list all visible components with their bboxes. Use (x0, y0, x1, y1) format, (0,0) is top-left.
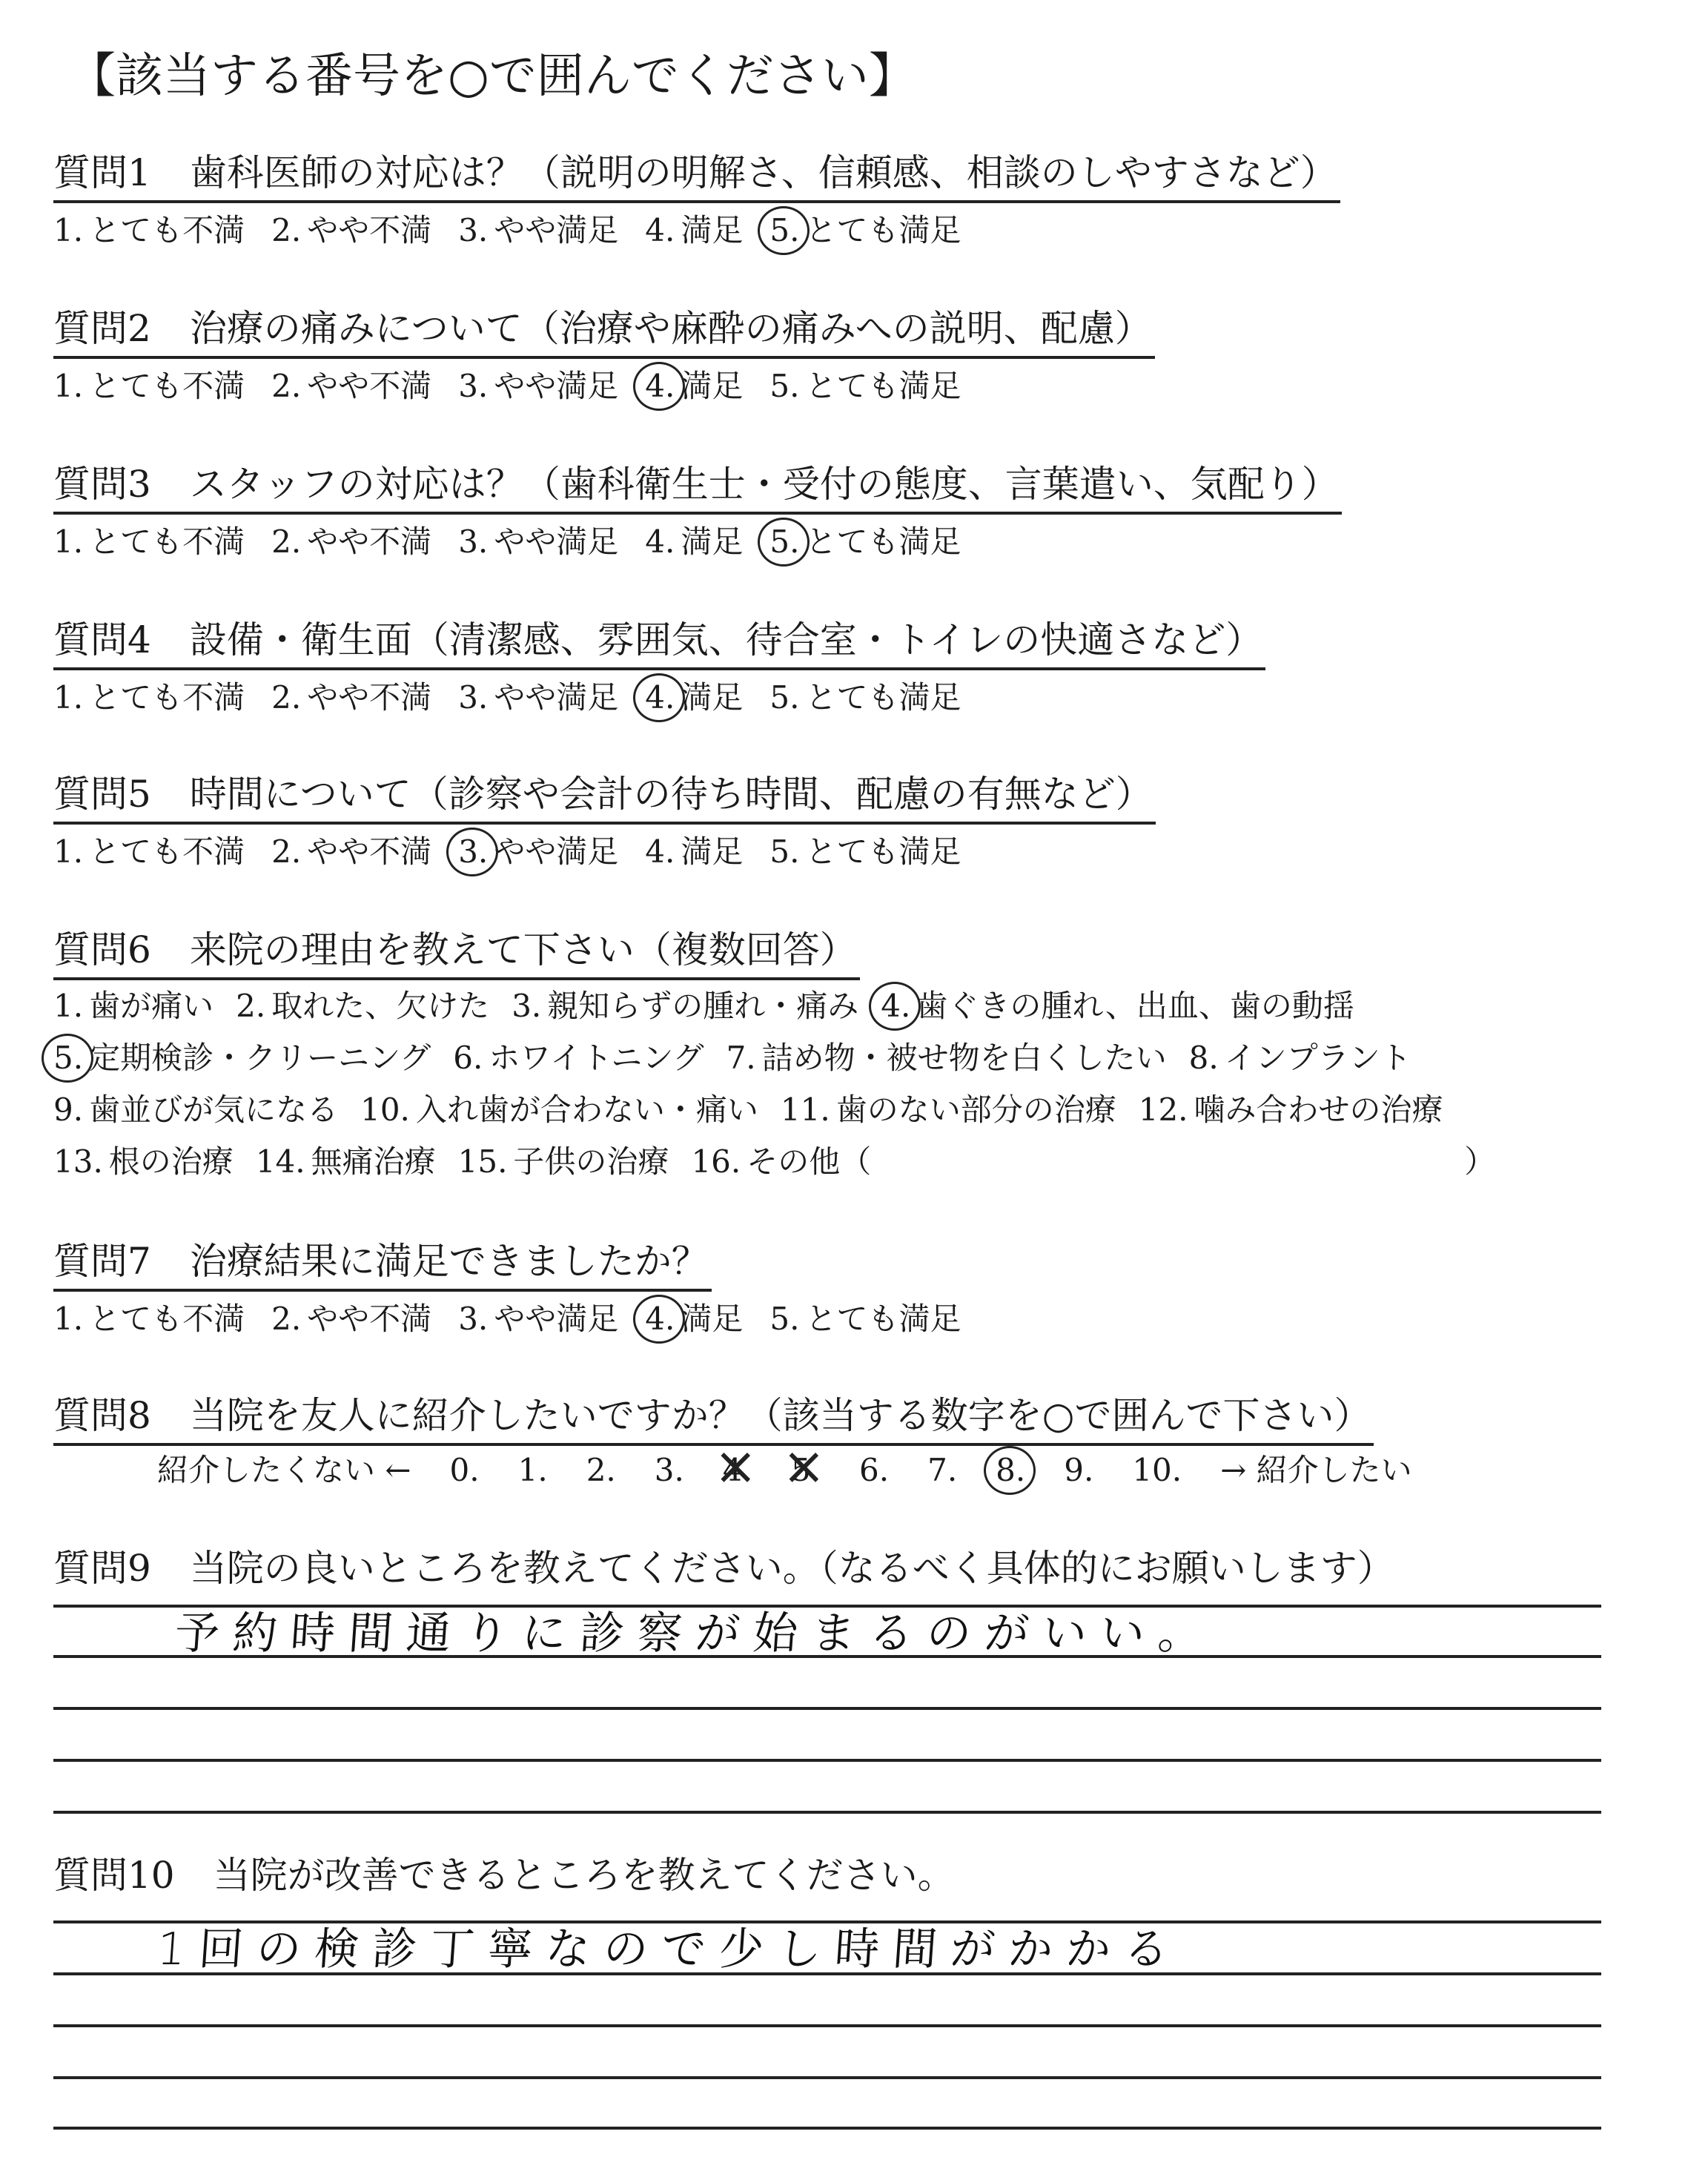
option-number: 12. (1138, 1091, 1188, 1128)
q3-option-3 (458, 516, 618, 568)
question-9 (53, 1541, 1394, 1596)
question-7 (53, 1234, 987, 1345)
q5-option-3 (458, 826, 618, 878)
question-4-title: 質問4 設備・衛生面（清潔感、雰囲気、待合室・トイレの快適さなど） (53, 612, 1265, 670)
question-6-row-4 (53, 1136, 1495, 1188)
option-label: とても満足 (805, 679, 961, 716)
question-2-options (53, 360, 1155, 412)
scale-item-5: × 5. (791, 1444, 821, 1496)
option-number: 3. (458, 826, 488, 878)
option-label: やや不満 (307, 679, 432, 716)
option-number: 2. (271, 1301, 302, 1337)
question-1-options (53, 205, 1340, 257)
option-label: やや満足 (494, 1301, 619, 1337)
option-number: 1. (53, 212, 84, 248)
q3-option-4 (645, 516, 743, 568)
question-10 (53, 1848, 955, 1903)
option-number: 4. (645, 833, 675, 870)
q7-option-5 (769, 1293, 961, 1345)
q6-option-14 (256, 1136, 436, 1188)
q9-handwritten-answer: 予約時間通りに診察が始まるのがいい。 (173, 1608, 1218, 1659)
q4-option-1 (53, 672, 245, 724)
option-number: 2. (271, 524, 302, 560)
q1-option-5 (769, 205, 961, 257)
option-label: 入れ歯が合わない・痛い (415, 1091, 758, 1128)
option-number: 3. (458, 679, 489, 716)
option-label: その他（ (747, 1143, 872, 1180)
option-number: 11. (780, 1091, 830, 1128)
option-number: 9. (53, 1091, 84, 1128)
q1-option-3 (458, 205, 618, 257)
q4-option-3 (458, 672, 618, 724)
option-label: やや満足 (494, 833, 619, 870)
question-7-options (53, 1293, 987, 1345)
option-label: やや不満 (307, 1301, 432, 1337)
question-8-title: 質問8 当院を友人に紹介したいですか？（該当する数字を○で囲んで下さい） (53, 1388, 1374, 1446)
question-5 (53, 767, 1156, 878)
option-label: 歯ぐきの腫れ、出血、歯の動揺 (916, 988, 1354, 1024)
q2-option-5 (769, 360, 961, 412)
option-label: 親知らずの腫れ・痛み (547, 988, 859, 1024)
option-label: インプラント (1224, 1040, 1411, 1076)
option-label: とても不満 (89, 1301, 245, 1337)
option-label: 満足 (681, 833, 744, 870)
scale-right-label: → 紹介したい (1220, 1452, 1412, 1488)
option-number: 3. (458, 1301, 489, 1337)
option-number: 5. (769, 368, 800, 404)
option-label: とても満足 (805, 524, 961, 560)
option-label: 噛み合わせの治療 (1194, 1091, 1443, 1128)
q6-option-5 (53, 1032, 431, 1084)
option-number: 2. (271, 212, 302, 248)
option-number: 2. (271, 679, 302, 716)
q3-option-5 (769, 516, 961, 568)
option-number: 8. (1188, 1040, 1219, 1076)
option-number: 3. (458, 368, 489, 404)
question-4-options (53, 672, 1265, 724)
q5-option-5 (769, 826, 961, 878)
q6-option-16 (691, 1136, 871, 1188)
answer-line (53, 1759, 1601, 1762)
answer-line (53, 1707, 1601, 1710)
option-label: 定期検診・クリーニング (89, 1040, 431, 1076)
question-3-title: 質問3 スタッフの対応は？（歯科衛生士・受付の態度、言葉遣い、気配り） (53, 457, 1342, 515)
option-label: やや不満 (307, 524, 432, 560)
option-number: 5. (769, 516, 799, 568)
option-number: 5. (53, 1032, 83, 1084)
scale-item-8: 8. (996, 1444, 1025, 1496)
scale-item-0: 0. (449, 1452, 480, 1488)
option-number: 5. (769, 205, 799, 257)
q7-option-4 (645, 1293, 743, 1345)
q7-option-3 (458, 1293, 618, 1345)
question-6-row-1 (53, 980, 1495, 1032)
q5-option-4 (645, 826, 743, 878)
option-label: 詰め物・被せ物を白くしたい (761, 1040, 1167, 1076)
q2-option-4 (645, 360, 743, 412)
scale-item-6: 6. (859, 1452, 890, 1488)
option-label: やや満足 (494, 524, 619, 560)
q3-option-1 (53, 516, 245, 568)
option-number: 15. (457, 1143, 508, 1180)
option-number: 1. (53, 833, 84, 870)
q6-option-13 (53, 1136, 234, 1188)
option-number: 1. (53, 988, 84, 1024)
option-label: やや満足 (494, 679, 619, 716)
option-label: 満足 (681, 212, 744, 248)
option-number: 4. (645, 524, 675, 560)
option-label: 満足 (681, 1301, 744, 1337)
option-number: 6. (453, 1040, 483, 1076)
option-number: 13. (53, 1143, 103, 1180)
question-2 (53, 301, 1155, 412)
option-label: とても満足 (805, 833, 961, 870)
option-label: 根の治療 (108, 1143, 234, 1180)
q7-option-1 (53, 1293, 245, 1345)
scale-left-label: 紹介したくない ← (157, 1452, 411, 1488)
q1-option-4 (645, 205, 743, 257)
scale-item-2: 2. (586, 1452, 616, 1488)
q6-option-8 (1189, 1032, 1411, 1084)
option-number: 10. (360, 1091, 410, 1128)
option-number: 1. (53, 524, 84, 560)
option-label: やや不満 (307, 368, 432, 404)
option-number: 4. (645, 212, 675, 248)
question-3-options (53, 516, 1342, 568)
scale-item-7: 7. (927, 1452, 958, 1488)
q2-option-3 (458, 360, 618, 412)
q2-option-1 (53, 360, 245, 412)
question-5-options (53, 826, 1156, 878)
q4-option-2 (271, 672, 431, 724)
option-number: 4. (645, 672, 675, 724)
option-number: 16. (691, 1143, 741, 1180)
q6-option-10 (360, 1084, 758, 1136)
q4-option-5 (769, 672, 961, 724)
option-label: とても不満 (89, 212, 245, 248)
q3-option-2 (271, 516, 431, 568)
question-10-title: 質問10 当院が改善できるところを教えてください。 (53, 1854, 955, 1897)
question-6-options (53, 980, 1495, 1188)
question-3 (53, 457, 1342, 568)
option-label: 無痛治療 (311, 1143, 436, 1180)
option-number: 14. (255, 1143, 305, 1180)
q5-option-1 (53, 826, 245, 878)
q6-option-1 (53, 980, 214, 1032)
option-label: 取れた、欠けた (271, 988, 490, 1024)
q1-option-2 (271, 205, 431, 257)
question-2-title: 質問2 治療の痛みについて（治療や麻酔の痛みへの説明、配慮） (53, 301, 1155, 359)
q6-option-2 (236, 980, 489, 1032)
answer-line (53, 2024, 1601, 2027)
option-label: 歯のない部分の治療 (835, 1091, 1116, 1128)
option-label: とても満足 (805, 1301, 961, 1337)
q6-option-7 (726, 1032, 1167, 1084)
q6-option-9 (53, 1084, 338, 1136)
scale-item-3: 3. (654, 1452, 684, 1488)
question-6-title: 質問6 来院の理由を教えて下さい（複数回答） (53, 922, 860, 980)
option-label: 子供の治療 (513, 1143, 669, 1180)
q10-handwritten-answer: 1回の検診丁寧なので少し時間がかかる (155, 1923, 1184, 1975)
scale-item-1: 1. (517, 1452, 548, 1488)
option-number: 4. (881, 980, 910, 1032)
option-label: とても不満 (89, 368, 245, 404)
option-label: やや不満 (307, 833, 432, 870)
q6-option-11 (781, 1084, 1116, 1136)
option-number: 1. (53, 368, 84, 404)
option-number: 4. (645, 1293, 675, 1345)
question-1-title: 質問1 歯科医師の対応は？（説明の明解さ、信頼感、相談のしやすさなど） (53, 145, 1340, 203)
option-label: 満足 (681, 524, 744, 560)
option-label: やや満足 (494, 212, 619, 248)
q6-option-6 (453, 1032, 704, 1084)
option-label: ホワイトニング (489, 1040, 704, 1076)
option-number: 2. (236, 988, 266, 1024)
option-label: 満足 (681, 679, 744, 716)
question-6-row-2 (53, 1032, 1495, 1084)
option-number: 5. (769, 679, 800, 716)
option-label: やや満足 (494, 368, 619, 404)
option-number: 3. (458, 524, 489, 560)
option-label: やや不満 (307, 212, 432, 248)
q4-option-4 (645, 672, 743, 724)
option-label: とても満足 (805, 368, 961, 404)
option-number: 2. (271, 368, 302, 404)
scale-item-10: 10. (1132, 1452, 1182, 1488)
option-number: 5. (769, 833, 800, 870)
q6-option-15 (458, 1136, 669, 1188)
q1-option-1 (53, 205, 245, 257)
question-7-title: 質問7 治療結果に満足できましたか？ (53, 1234, 712, 1292)
option-number: 1. (53, 1301, 84, 1337)
question-9-title: 質問9 当院の良いところを教えてください。（なるべく具体的にお願いします） (53, 1547, 1394, 1590)
option-number: 5. (769, 1301, 800, 1337)
option-number: 1. (53, 679, 84, 716)
option-label: 満足 (681, 368, 744, 404)
question-5-title: 質問5 時間について（診察や会計の待ち時間、配慮の有無など） (53, 767, 1156, 825)
answer-line (53, 2076, 1601, 2079)
q2-option-2 (271, 360, 431, 412)
scale-item-4: × 4. (723, 1444, 752, 1496)
scale-items (450, 1452, 1221, 1488)
option-label: とても不満 (89, 679, 245, 716)
option-label: とても不満 (89, 833, 245, 870)
q7-option-2 (271, 1293, 431, 1345)
question-6-row-3 (53, 1084, 1495, 1136)
option-number: 2. (271, 833, 302, 870)
question-1 (53, 145, 1340, 257)
q5-option-2 (271, 826, 431, 878)
option-number: 3. (512, 988, 542, 1024)
option-label: とても不満 (89, 524, 245, 560)
answer-line (53, 1811, 1601, 1814)
option-number: 3. (458, 212, 489, 248)
other-close-paren: ） (1464, 1143, 1496, 1180)
q6-option-3 (512, 980, 858, 1032)
question-6 (53, 922, 1495, 1188)
option-number: 4. (645, 360, 675, 412)
option-number: 7. (726, 1040, 756, 1076)
page-title: 【該当する番号を○で囲んでください】 (68, 49, 916, 104)
q6-option-12 (1139, 1084, 1443, 1136)
option-label: とても満足 (805, 212, 961, 248)
q6-option-4 (881, 980, 1354, 1032)
option-label: 歯が痛い (89, 988, 214, 1024)
scale-item-9: 9. (1064, 1452, 1094, 1488)
option-label: 歯並びが気になる (89, 1091, 339, 1128)
question-4 (53, 612, 1265, 724)
answer-line (53, 2127, 1601, 2130)
recommend-scale (157, 1444, 1412, 1496)
